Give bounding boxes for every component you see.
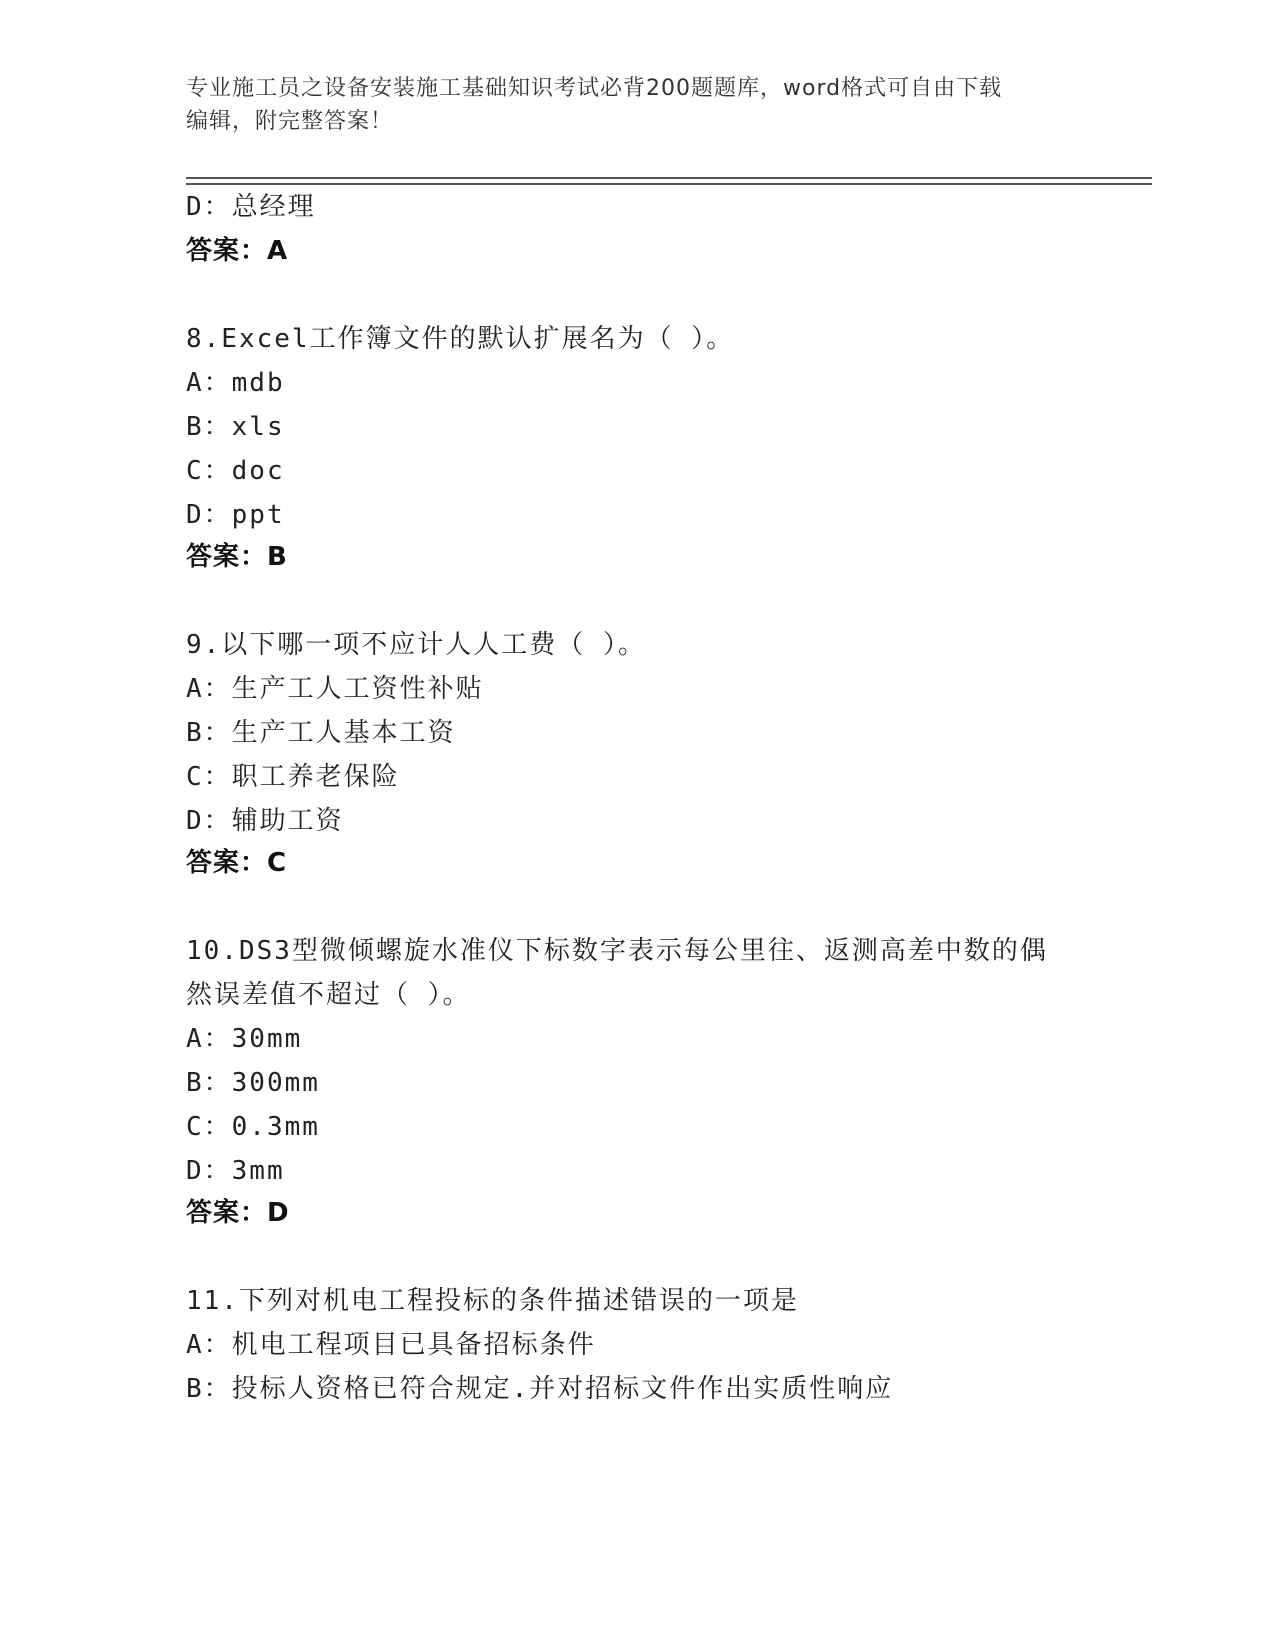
header-divider-bottom bbox=[186, 183, 1152, 185]
answer: 答案：A bbox=[186, 236, 289, 266]
option-a: A：生产工人工资性补贴 bbox=[186, 674, 484, 704]
option-c: C：doc bbox=[186, 456, 285, 486]
question-stem: 8.Excel工作簿文件的默认扩展名为（ ）。 bbox=[186, 324, 735, 354]
option-b: B：投标人资格已符合规定.并对招标文件作出实质性响应 bbox=[186, 1374, 894, 1404]
answer: 答案：C bbox=[186, 848, 288, 878]
option-d: D：3mm bbox=[186, 1156, 285, 1186]
question-stem: 9.以下哪一项不应计人人工费（ ）。 bbox=[186, 630, 646, 660]
question-stem: 11.下列对机电工程投标的条件描述错误的一项是 bbox=[186, 1286, 799, 1316]
option-c: C：0.3mm bbox=[186, 1112, 320, 1142]
option-a: A：机电工程项目已具备招标条件 bbox=[186, 1330, 596, 1360]
header-line-2: 编辑，附完整答案！ bbox=[186, 109, 394, 134]
option-b: B：300mm bbox=[186, 1068, 320, 1098]
option-a: A：mdb bbox=[186, 368, 285, 398]
question-stem-line-2: 然误差值不超过（ ）。 bbox=[186, 980, 471, 1010]
option-d: D：总经理 bbox=[186, 192, 316, 222]
answer: 答案：D bbox=[186, 1198, 290, 1228]
option-a: A：30mm bbox=[186, 1024, 303, 1054]
document-header bbox=[186, 72, 1066, 138]
option-d: D：ppt bbox=[186, 500, 285, 530]
option-b: B：生产工人基本工资 bbox=[186, 718, 456, 748]
question-stem-line-1: 10.DS3型微倾螺旋水准仪下标数字表示每公里往、返测高差中数的偶 bbox=[186, 936, 1048, 966]
option-c: C：职工养老保险 bbox=[186, 762, 400, 792]
answer: 答案：B bbox=[186, 542, 288, 572]
header-divider-top bbox=[186, 177, 1152, 179]
option-d: D：辅助工资 bbox=[186, 806, 344, 836]
header-line-1: 专业施工员之设备安装施工基础知识考试必背200题题库，word格式可自由下载 bbox=[186, 76, 1003, 101]
option-b: B：xls bbox=[186, 412, 285, 442]
